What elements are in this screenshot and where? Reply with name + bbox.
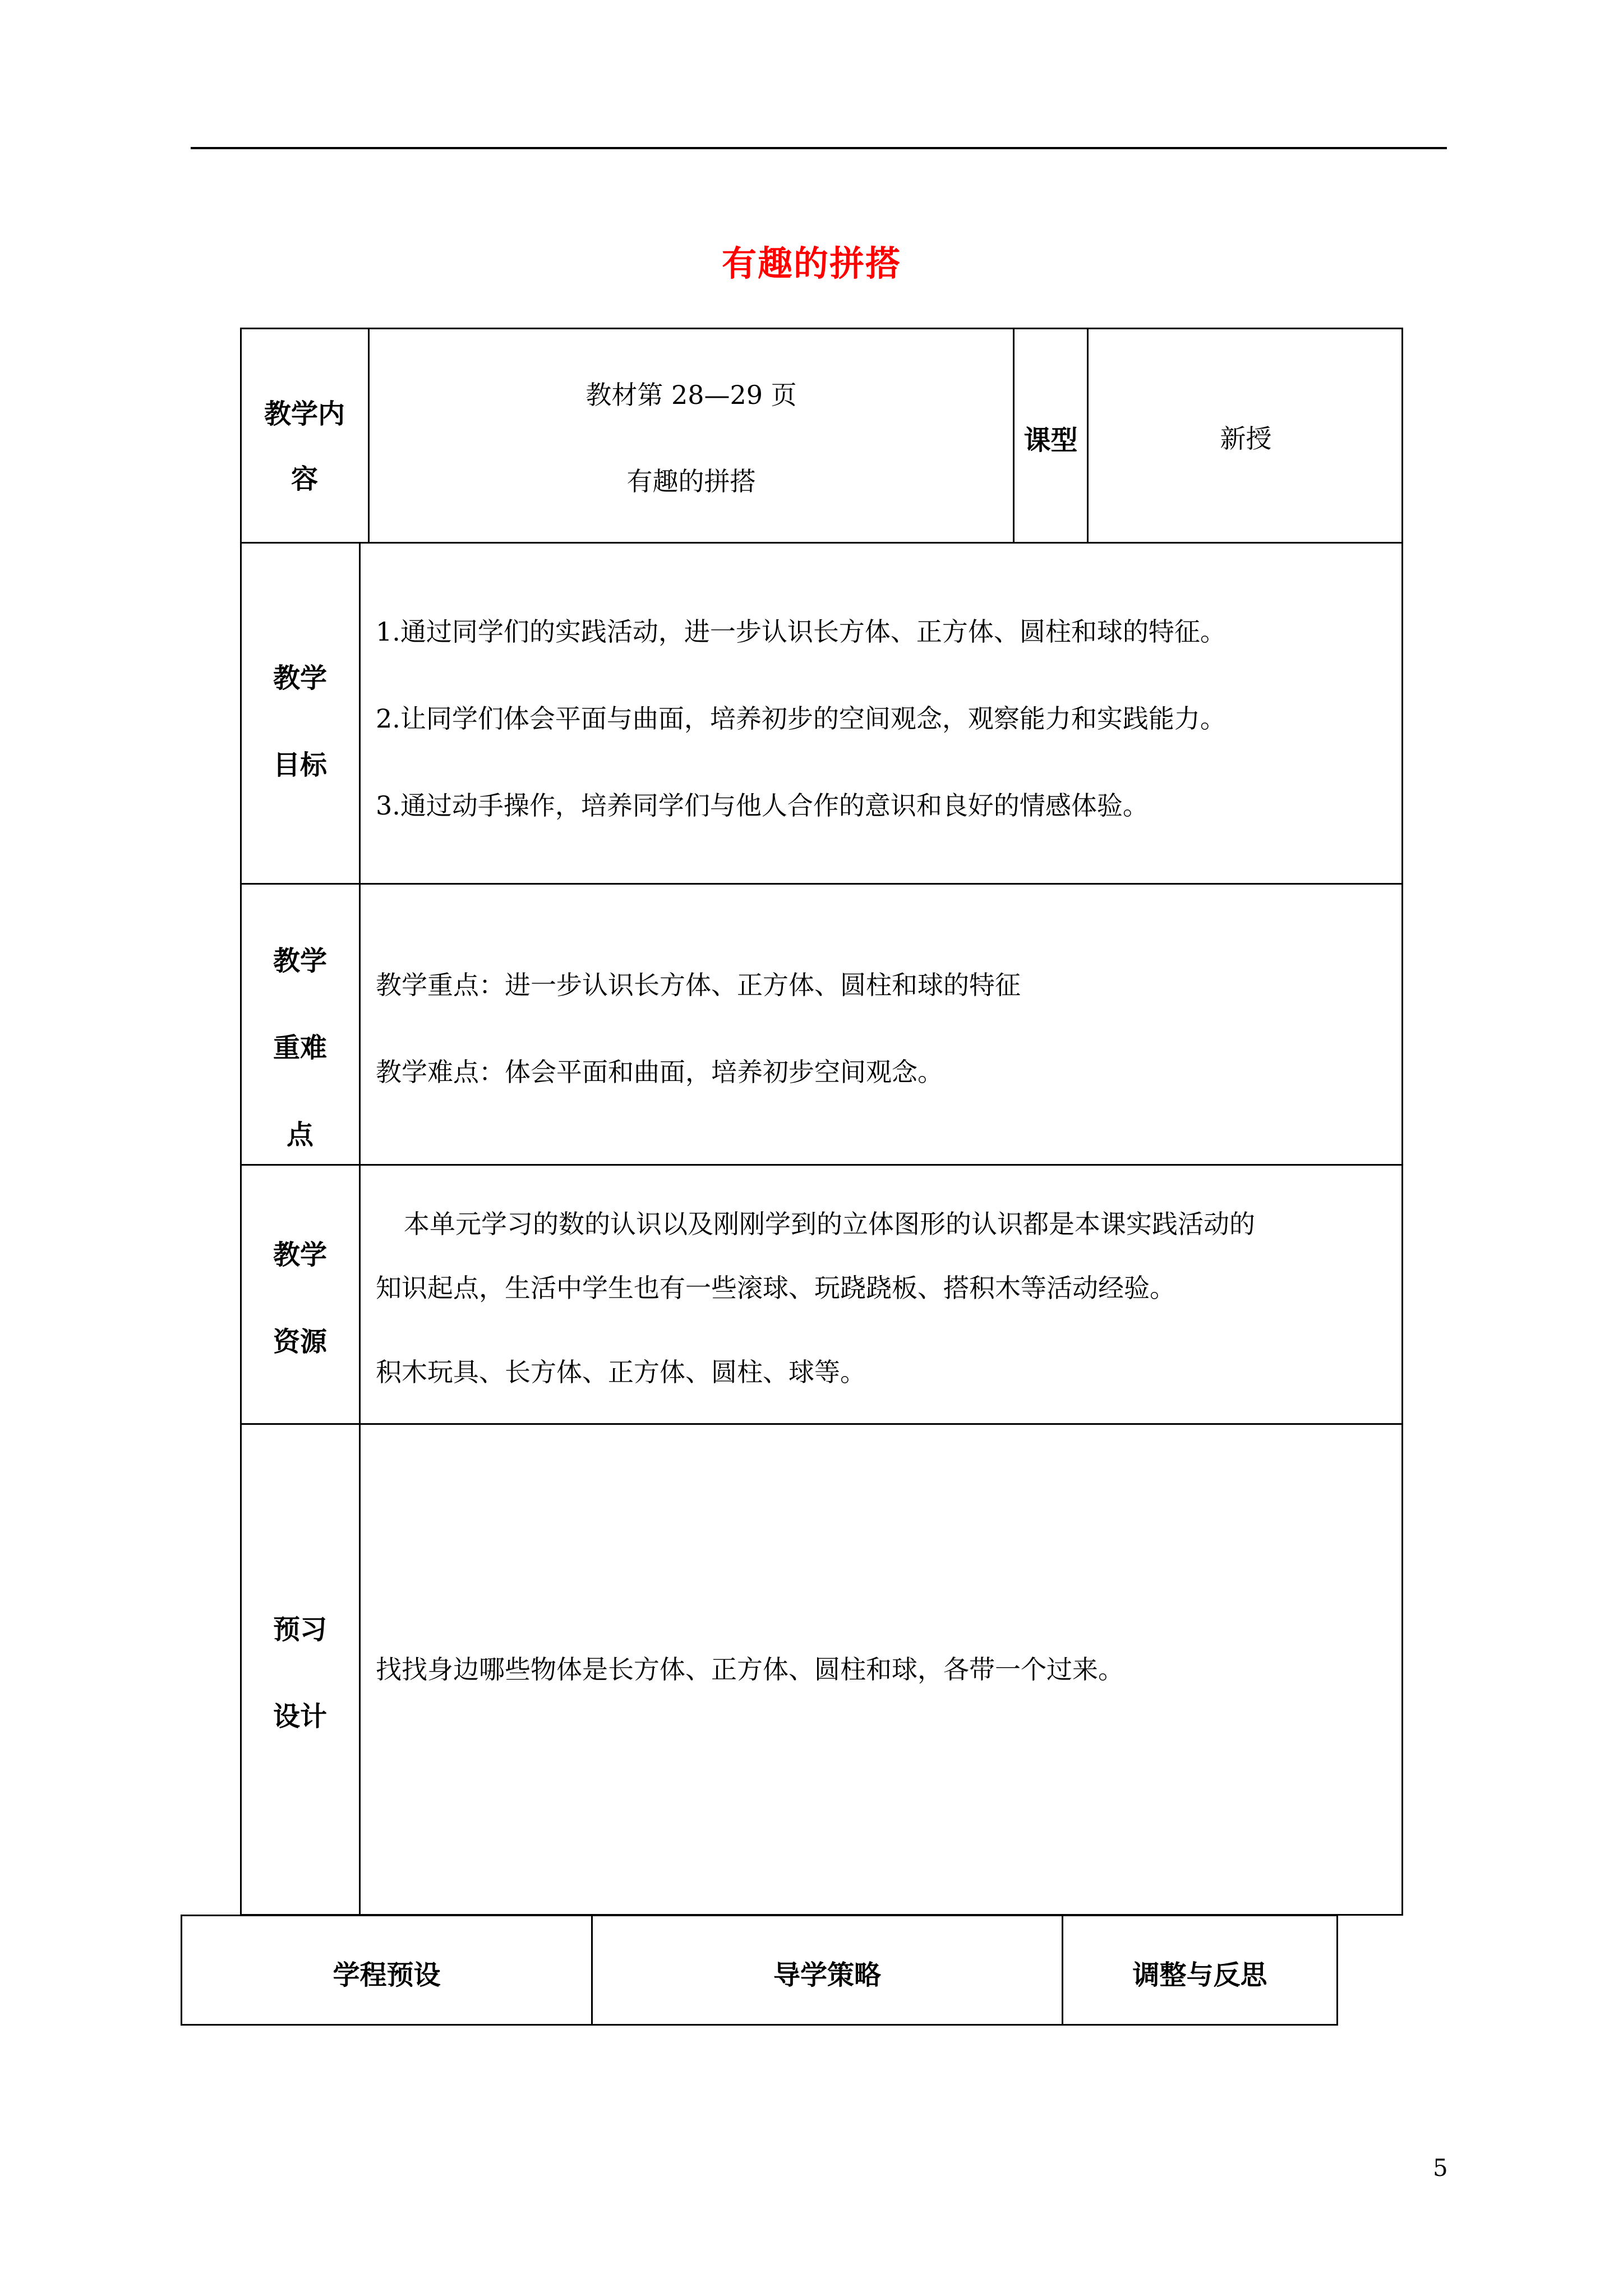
resources-materials: 积木玩具、长方体、正方体、圆柱、球等。	[376, 1357, 866, 1387]
textbook-pages: 教材第 28—29 页	[585, 380, 797, 410]
preview-text: 找找身边哪些物体是长方体、正方体、圆柱和球，各带一个过来。	[376, 1654, 1124, 1685]
guidance-strategy-header: 导学策略	[773, 1959, 881, 1991]
preview-design-label: 预习 设计	[273, 1614, 327, 1732]
page-number: 5	[1433, 2154, 1448, 2182]
row-divider	[240, 1164, 1403, 1166]
column-divider	[359, 542, 361, 1916]
lesson-type-label: 课型	[1023, 425, 1078, 456]
teaching-content-label: 教学内 容	[264, 398, 345, 495]
row-divider	[240, 1423, 1403, 1425]
page-title: 有趣的拼搭	[721, 243, 901, 284]
lesson-name: 有趣的拼搭	[626, 466, 756, 496]
resources-paragraph-line1: 本单元学习的数的认识以及刚刚学到的立体图形的认识都是本课实践活动的	[404, 1209, 1255, 1239]
row-divider	[240, 883, 1403, 885]
process-preset-header: 学程预设	[333, 1959, 441, 1991]
difficult-point: 教学难点：体会平面和曲面，培养初步空间观念。	[376, 1057, 943, 1087]
row-divider	[240, 542, 1403, 544]
header-rule	[191, 147, 1447, 149]
key-point: 教学重点：进一步认识长方体、正方体、圆柱和球的特征	[376, 970, 1021, 1000]
teaching-resources-label: 教学 资源	[273, 1239, 327, 1358]
goal-item-2: 2.让同学们体会平面与曲面，培养初步的空间观念，观察能力和实践能力。	[376, 703, 1226, 734]
lesson-type-value: 新授	[1220, 424, 1272, 454]
adjust-reflect-header: 调整与反思	[1132, 1959, 1267, 1991]
goal-item-1: 1.通过同学们的实践活动，进一步认识长方体、正方体、圆柱和球的特征。	[376, 616, 1226, 647]
teaching-goals-label: 教学 目标	[273, 662, 327, 781]
column-divider	[368, 328, 370, 543]
key-points-label: 教学 重难 点	[273, 945, 327, 1151]
goal-item-3: 3.通过动手操作，培养同学们与他人合作的意识和良好的情感体验。	[376, 790, 1149, 821]
resources-paragraph-line2: 知识起点，生活中学生也有一些滚球、玩跷跷板、搭积木等活动经验。	[376, 1273, 1175, 1303]
